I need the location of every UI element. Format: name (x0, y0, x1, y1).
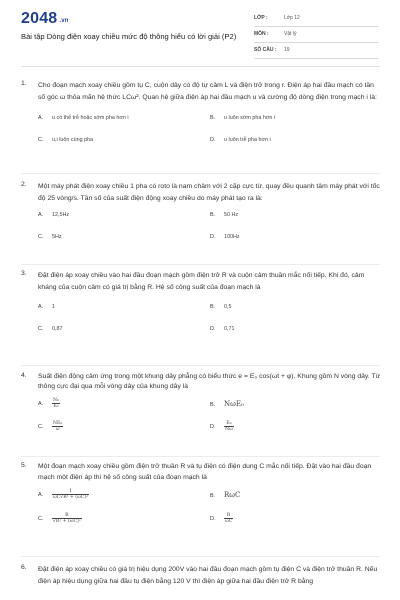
fraction-denominator: √R² + (ωC)² (53, 519, 81, 524)
document-header (0, 0, 400, 64)
option-c[interactable] (38, 233, 62, 241)
option-list (38, 483, 381, 533)
meta-value: Lớp 12 (284, 15, 300, 21)
divider (21, 66, 380, 67)
question-text: Một đoạn mạch xoay chiều gồm điện trở thuần R và tụ điện có điện dung C mắc nối tiếp. Đặt vào hai đầu đoạn mạch một điện áp thì hệ số công suất của đoạn mạch là (38, 463, 372, 481)
meta-row-class (254, 13, 379, 27)
option-letter: D. (210, 515, 216, 522)
question-number: 2. (21, 181, 27, 188)
question-text: Cho đoạn mạch xoay chiều gồm tụ C, cuộn dây có độ tự cảm L và điện trở trong r. Điện áp hai đầu mạch có tần số góc ω thỏa mãn hệ thức LCω². Quan hệ giữa điện áp hai đầu mạch u và cường độ dòng điện trong mạch i là: (38, 82, 377, 101)
option-letter: B. (210, 212, 216, 218)
option-d[interactable] (210, 325, 235, 333)
option-c[interactable] (38, 136, 93, 144)
option-text: 1 (52, 304, 55, 310)
option-letter: B. (210, 115, 216, 121)
option-fraction (224, 513, 233, 524)
option-letter: A. (38, 115, 44, 121)
option-text: u có thể trễ hoặc sớm pha hơn i (52, 115, 129, 121)
option-a[interactable] (38, 211, 69, 219)
fraction-denominator: ω (55, 427, 60, 432)
question-number: 1. (21, 80, 27, 87)
option-text: u luôn trễ pha hơn i (224, 137, 271, 143)
question-number: 5. (21, 462, 27, 469)
question-number: 4. (21, 372, 27, 379)
fraction-numerator: 1 (52, 489, 89, 495)
option-list (38, 293, 381, 339)
option-list (38, 204, 381, 248)
option-b[interactable] (210, 491, 240, 500)
option-text: RωC (224, 491, 241, 499)
meta-row-question-count (254, 45, 379, 59)
option-letter: C. (38, 423, 44, 430)
option-letter: C. (38, 326, 44, 332)
option-letter: A. (38, 304, 44, 310)
question-text: Đặt điện áp xoay chiều vào hai đầu đoạn mạch gồm điện trở R và cuộn cảm thuần mắc nối tiếp. Khi đó, cảm kháng của cuộn cảm có giá trị bằng R. Hệ số công suất của đoạn mạch là (38, 272, 365, 291)
divider (21, 365, 380, 366)
fraction-denominator: Nω (225, 427, 233, 432)
question-5 (21, 462, 381, 533)
site-logo[interactable] (21, 10, 69, 28)
question-text: Đặt điện áp xoay chiều có giá trị hiệu dụng 200V vào hai đầu đoạn mạch gồm tụ điện C và điện trở thuần R. Nếu điện áp hiệu dụng giữa hai đầu tụ điện bằng 120 V thì điện áp giữa hai đầu điện trở R bằng (38, 566, 378, 585)
option-d[interactable] (210, 421, 234, 432)
option-text: 100Hz (224, 234, 240, 240)
question-text: Một máy phát điện xoay chiều 1 pha có roto là nam châm với 2 cặp cực từ, quay đều quanh tâm máy phát với tốc độ 25 vòng/s. Tần số của suất điện động xoay chiều do máy phát tạo ra là: (38, 183, 380, 202)
option-a[interactable] (38, 398, 60, 409)
option-d[interactable] (210, 233, 240, 241)
option-letter: C. (38, 137, 44, 143)
meta-label: SỐ CÂU : (254, 47, 277, 53)
option-b[interactable] (210, 400, 244, 409)
question-1 (21, 80, 381, 151)
question-number: 6. (21, 564, 27, 571)
fraction-denominator: ωC (225, 519, 233, 524)
option-text: 0,71 (224, 326, 235, 332)
option-letter: C. (38, 515, 44, 522)
option-b[interactable] (210, 303, 232, 311)
question-3 (21, 270, 381, 339)
divider (21, 456, 380, 457)
meta-box (254, 13, 379, 61)
question-number: 3. (21, 270, 27, 277)
option-list (38, 392, 381, 440)
option-fraction (52, 513, 82, 524)
option-letter: B. (210, 493, 216, 499)
fraction-denominator: E₀ (53, 404, 59, 409)
option-c[interactable] (38, 513, 82, 524)
option-fraction (52, 489, 89, 500)
option-b[interactable] (210, 211, 238, 219)
divider (21, 264, 380, 265)
document-title: Bài tập Dòng điện xoay chiều mức độ thông hiểu có lời giải (P2) (21, 32, 237, 41)
option-letter: B. (210, 402, 216, 408)
option-fraction (52, 398, 60, 409)
option-text: u luôn sớm pha hơn i (224, 115, 276, 121)
option-d[interactable] (210, 513, 233, 524)
option-text: 5Hz (52, 234, 62, 240)
option-text: 0,5 (224, 304, 232, 310)
meta-label: MÔN : (254, 31, 269, 37)
meta-value: Vật lý (284, 31, 297, 37)
option-text: 0,87 (52, 326, 63, 332)
option-a[interactable] (38, 303, 55, 311)
option-letter: B. (210, 304, 216, 310)
meta-value: 19 (284, 47, 290, 53)
option-letter: D. (210, 234, 216, 240)
option-b[interactable] (210, 114, 275, 122)
fraction-numerator: E₀ (224, 421, 234, 427)
logo-text: 2048 (21, 10, 58, 27)
option-letter: C. (38, 234, 44, 240)
fraction-numerator: NE₀ (53, 421, 63, 426)
question-6 (21, 564, 381, 587)
option-letter: D. (210, 326, 216, 332)
fraction-numerator: R (224, 513, 233, 519)
option-text: 12,5Hz (52, 212, 70, 218)
meta-row-subject (254, 29, 379, 43)
option-fraction (224, 421, 234, 432)
option-d[interactable] (210, 136, 271, 144)
option-a[interactable] (38, 114, 129, 122)
option-list (38, 103, 381, 151)
option-c[interactable] (38, 421, 63, 432)
fraction-numerator: N₀ (53, 398, 59, 403)
option-letter: A. (38, 491, 44, 498)
logo-suffix: .vn (59, 18, 69, 24)
meta-label: LỚP : (254, 15, 268, 21)
question-4 (21, 372, 381, 440)
divider (21, 556, 380, 557)
option-fraction (52, 421, 63, 432)
option-a[interactable] (38, 489, 89, 500)
option-text: 50 Hz (224, 212, 239, 218)
option-text: NωE₀ (224, 400, 244, 408)
option-letter: D. (210, 137, 216, 143)
fraction-denominator: ωC√R² + (ωC)² (53, 495, 88, 500)
option-text: u,i luôn cùng pha (52, 137, 94, 143)
option-letter: D. (210, 423, 216, 430)
divider (21, 173, 380, 174)
question-2 (21, 181, 381, 248)
fraction-numerator: R (52, 513, 82, 519)
option-c[interactable] (38, 325, 63, 333)
question-text: Suất điện động cảm ứng trong một khung dây phẳng có biểu thức e = E₀ cos(ωt + φ). Khung gồm N vòng dây. Từ thông cực đại qua mỗi vòng dây của khung dây là (38, 373, 381, 390)
option-letter: A. (38, 400, 44, 407)
option-letter: A. (38, 212, 44, 218)
